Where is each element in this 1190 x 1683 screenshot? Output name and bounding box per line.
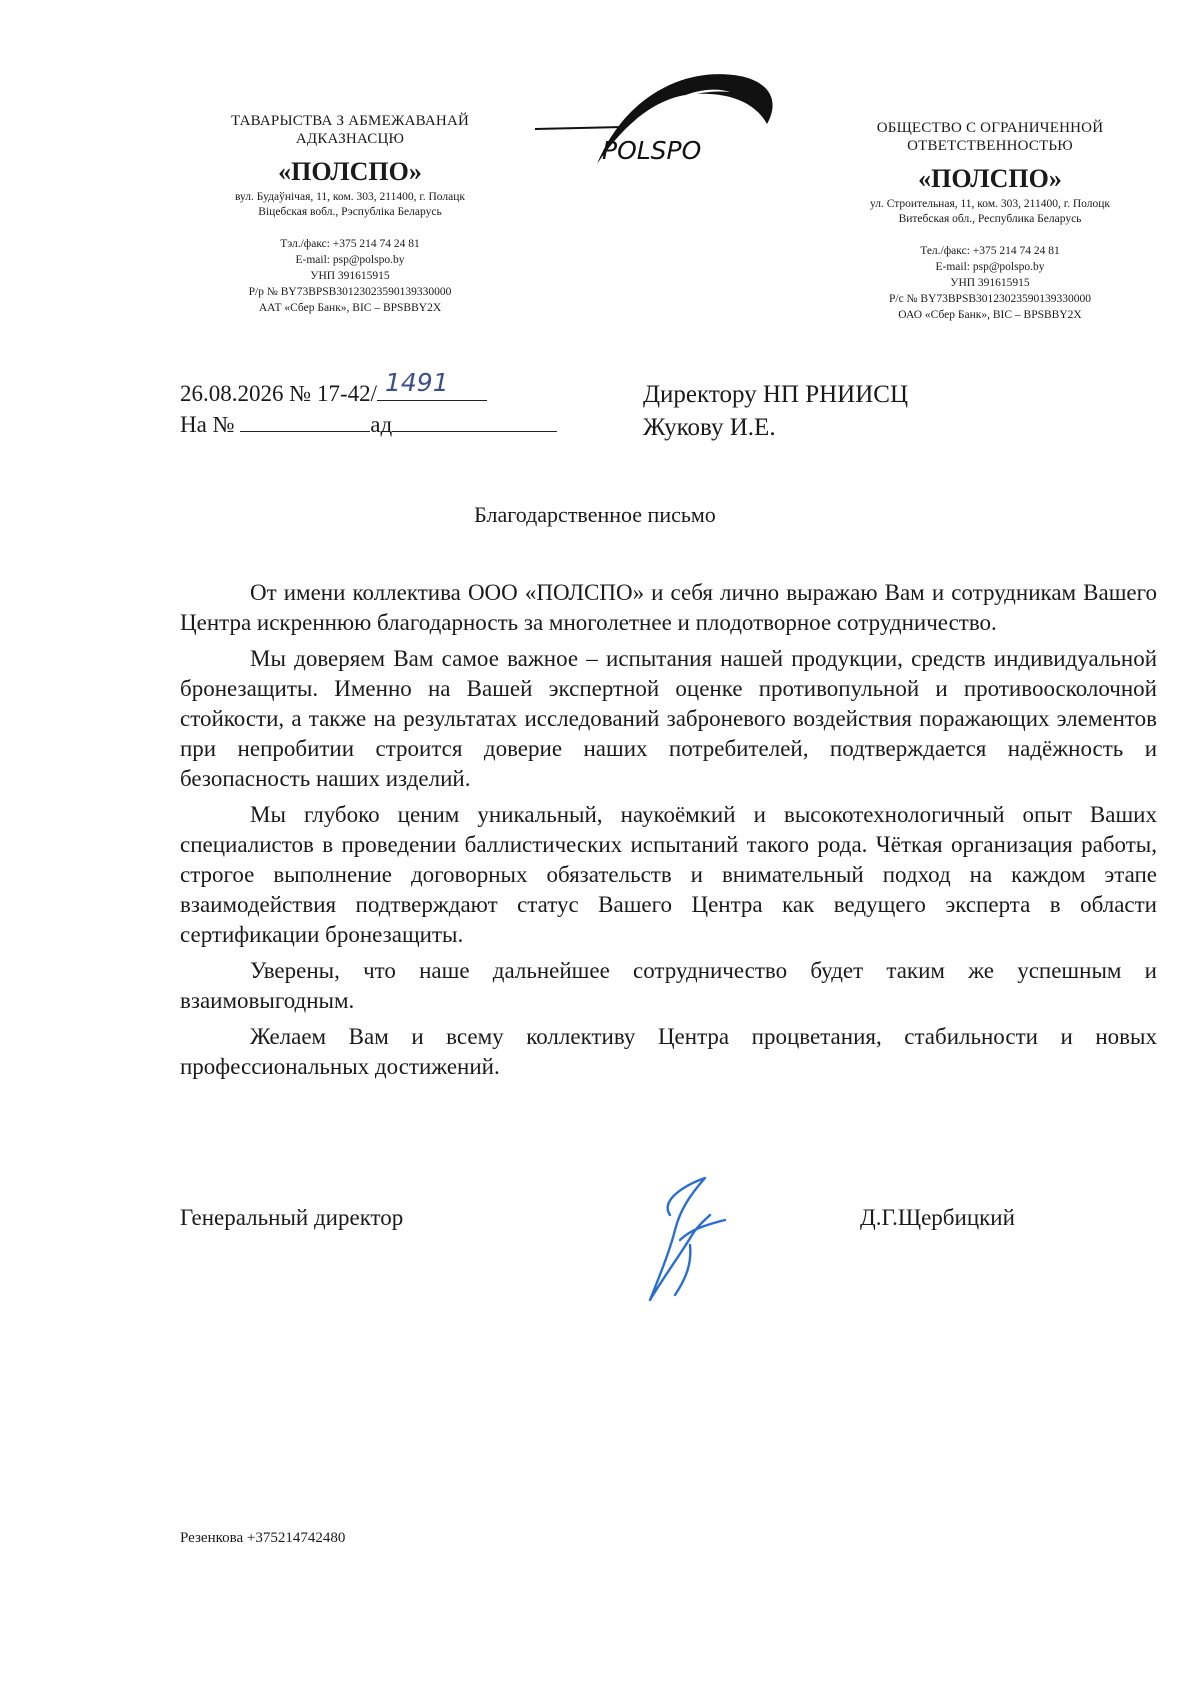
email: E-mail: psp@polspo.by — [295, 253, 405, 266]
handwritten-number: 1491 — [385, 368, 449, 397]
document-title: Благодарственное письмо — [474, 502, 716, 527]
email: E-mail: psp@polspo.by — [935, 260, 1045, 273]
letterhead-right — [820, 119, 1160, 323]
handwritten-number-field — [377, 368, 487, 401]
registration-block — [180, 368, 557, 440]
bank-account: Р/р № BY73BPSB30123023590139330000 — [248, 286, 452, 299]
contacts-block — [820, 243, 1160, 323]
recipient-line-2: Жукову И.Е. — [643, 414, 776, 441]
polspo-logo — [535, 66, 785, 176]
recipient-block — [643, 378, 908, 444]
paragraph: Желаем Вам и всему коллективу Центра процветания, стабильности и новых профессиональных достижений. — [180, 1024, 1157, 1079]
bank-name: ОАО «Сбер Банк», BIC – BPSBBY2X — [898, 309, 1082, 322]
org-type-line-2: АДКАЗНАСЦЮ — [295, 131, 405, 147]
address-line-1: ул. Строительная, 11, ком. 303, 211400, г. Полоцк — [870, 198, 1110, 211]
signatory-position: Генеральный директор — [180, 1205, 404, 1230]
bank-name: ААТ «Сбер Банк», BIC – BPSBBY2X — [258, 302, 442, 315]
logo-text: POLSPO — [602, 136, 702, 165]
org-type-line-1: ТАВАРЫСТВА З АБМЕЖАВАНАЙ — [230, 113, 470, 129]
address-line-1: вул. Будаўнічая, 11, ком. 303, 211400, г. Полацк — [235, 191, 465, 204]
executor-contact: Резенкова +375214742480 — [180, 1530, 346, 1546]
paragraph: Мы глубоко ценим уникальный, наукоёмкий и высокотехнологичный опыт Ваших специалистов в проведении баллистических испытаний такого рода. Чёткая организация работы, строгое выполнение договорных обязательств и внимательный подход на каждом этапе взаимодействия подтверждают статус Вашего Центра как ведущего эксперта в области сертификации бронезащиты. — [180, 802, 1157, 947]
org-name: «ПОЛСПО» — [278, 157, 422, 186]
unp: УНП 391615915 — [310, 269, 390, 282]
letterhead-left — [175, 112, 525, 316]
org-type-line-2: ОТВЕТСТВЕННОСТЬЮ — [907, 138, 1073, 154]
signatory-name: Д.Г.Щербицкий — [860, 1205, 1015, 1230]
reference-date-blank — [392, 409, 557, 432]
letter-body — [180, 578, 1157, 1088]
org-name: «ПОЛСПО» — [918, 164, 1062, 193]
bank-account: Р/с № BY73BPSB30123023590139330000 — [888, 293, 1092, 306]
phone: Тэл./факс: +375 214 74 24 81 — [280, 237, 420, 250]
org-type-line-1: ОБЩЕСТВО С ОГРАНИЧЕННОЙ — [876, 120, 1104, 136]
unp: УНП 391615915 — [950, 276, 1030, 289]
reference-number-blank — [240, 409, 370, 432]
reference-line — [180, 409, 557, 440]
reference-prefix: На № — [180, 412, 235, 437]
paragraph: От имени коллектива ООО «ПОЛСПО» и себя лично выражаю Вам и сотрудникам Вашего Центра искреннюю благодарность за многолетнее и плодотворное сотрудничество. — [180, 580, 1157, 635]
phone: Тел./факс: +375 214 74 24 81 — [920, 244, 1060, 257]
date-number: 26.08.2026 № 17-42/ — [180, 381, 377, 406]
outgoing-number-line — [180, 368, 557, 409]
paragraph: Уверены, что наше дальнейшее сотрудничество будет таким же успешным и взаимовыгодным. — [180, 958, 1157, 1013]
paragraph: Мы доверяем Вам самое важное – испытания нашей продукции, средств индивидуальной бронезащиты. Именно на Вашей экспертной оценке противопульной и противоосколочной стойкости, а также на результатах исследований заброневого воздействия поражающих элементов при непробитии строится доверие наших потребителей, подтверждается надёжность и безопасность наших изделий. — [180, 646, 1157, 791]
recipient-line-1: Директору НП РНИИСЦ — [643, 381, 909, 408]
address-line-2: Віцебская вобл., Рэспубліка Беларусь — [258, 205, 442, 218]
handwritten-signature — [630, 1170, 750, 1310]
reference-middle: ад — [370, 412, 393, 437]
address-line-2: Витебская обл., Республика Беларусь — [898, 212, 1082, 225]
contacts-block — [175, 236, 525, 316]
